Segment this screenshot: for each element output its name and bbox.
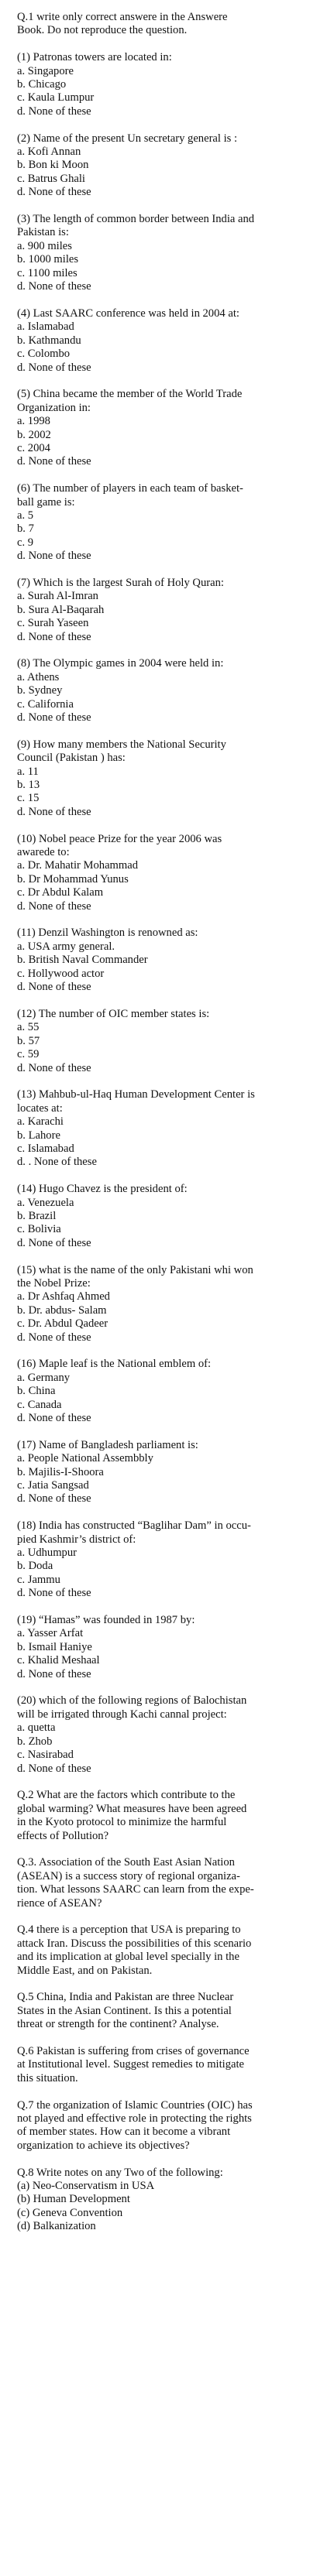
instructions bbox=[17, 11, 296, 38]
question-line: Q.3. Association of the South East Asian Nation bbox=[17, 1856, 235, 1869]
question-line: this situation. bbox=[17, 2071, 78, 2084]
mcq-question-text: Council (Pakistan ) has: bbox=[17, 752, 126, 765]
question-line: Q.4 there is a perception that USA is preparing to bbox=[17, 1923, 241, 1937]
mcq-option: a. USA army general. bbox=[17, 940, 115, 953]
mcq-question-text: awarede to: bbox=[17, 846, 70, 859]
question-line: Q.6 Pakistan is suffering from crises of governance bbox=[17, 2044, 250, 2057]
mcq-item bbox=[17, 482, 296, 563]
mcq-option: a. Dr. Mahatir Mohammad bbox=[17, 859, 139, 872]
mcq-option: c. Canada bbox=[17, 1398, 62, 1411]
question-line: not played and effective role in protecting the rights bbox=[17, 2112, 252, 2125]
mcq-item bbox=[17, 1008, 296, 1075]
mcq-option: d. None of these bbox=[17, 805, 91, 818]
mcq-item bbox=[17, 1519, 296, 1600]
mcq-option: b. Chicago bbox=[17, 78, 67, 91]
mcq-question-text: (14) Hugo Chavez is the president of: bbox=[17, 1183, 188, 1196]
mcq-option: d. None of these bbox=[17, 280, 91, 293]
mcq-question-text: (16) Maple leaf is the National emblem of: bbox=[17, 1358, 212, 1371]
mcq-question-text: (5) China became the member of the World Trade bbox=[17, 388, 243, 401]
mcq-question-text: (10) Nobel peace Prize for the year 2006 was bbox=[17, 832, 222, 845]
question-line: at Institutional level. Suggest remedies to mitigate bbox=[17, 2058, 245, 2071]
mcq-option: a. Venezuela bbox=[17, 1196, 74, 1209]
mcq-option: c. 59 bbox=[17, 1048, 40, 1061]
mcq-option: d. None of these bbox=[17, 186, 91, 199]
mcq-question-text: (8) The Olympic games in 2004 were held in: bbox=[17, 657, 224, 670]
mcq-option: b. 2002 bbox=[17, 428, 51, 441]
long-question bbox=[17, 1789, 296, 1843]
mcq-option: c. Islamabad bbox=[17, 1142, 74, 1155]
mcq-question-text: pied Kashmir’s district of: bbox=[17, 1533, 136, 1546]
long-question bbox=[17, 2099, 296, 2153]
question-line: organization to achieve its objectives? bbox=[17, 2139, 190, 2152]
mcq-option: d. None of these bbox=[17, 1061, 91, 1074]
mcq-item bbox=[17, 1264, 296, 1345]
q8-notes-section bbox=[17, 2167, 296, 2234]
mcq-option: b. Dr Mohammad Yunus bbox=[17, 872, 129, 886]
question-line: in the Kyoto protocol to minimize the harmful bbox=[17, 1816, 227, 1829]
mcq-option: c. 2004 bbox=[17, 441, 50, 454]
mcq-option: c. Bolivia bbox=[17, 1223, 61, 1236]
question-line: and its implication at global level specially in the bbox=[17, 1951, 239, 1964]
mcq-option: d. None of these bbox=[17, 899, 91, 913]
mcq-question-text: (2) Name of the present Un secretary general is : bbox=[17, 132, 238, 145]
mcq-question-text: Pakistan is: bbox=[17, 226, 69, 239]
mcq-option: c. Surah Yaseen bbox=[17, 617, 89, 630]
mcq-option: d. None of these bbox=[17, 1667, 91, 1680]
mcq-item bbox=[17, 738, 296, 819]
instruction-line: Book. Do not reproduce the question. bbox=[17, 24, 188, 37]
mcq-option: a. Islamabad bbox=[17, 320, 74, 334]
note-topic: (a) Neo-Conservatism in USA bbox=[17, 2179, 155, 2192]
mcq-question-text: (18) India has constructed “Baglihar Dam” in occu- bbox=[17, 1519, 251, 1533]
mcq-item bbox=[17, 1358, 296, 1425]
mcq-option: a. 1998 bbox=[17, 415, 50, 428]
mcq-question-text: will be irrigated through Kachi cannal project: bbox=[17, 1708, 227, 1721]
mcq-option: c. Hollywood actor bbox=[17, 967, 105, 980]
mcq-option: b. 13 bbox=[17, 779, 40, 792]
mcq-question-text: (12) The number of OIC member states is: bbox=[17, 1007, 210, 1020]
mcq-option: d. None of these bbox=[17, 455, 91, 468]
mcq-option: c. California bbox=[17, 697, 74, 711]
note-topic: (c) Geneva Convention bbox=[17, 2206, 123, 2219]
mcq-option: a. 55 bbox=[17, 1021, 40, 1034]
mcq-question-text: (15) what is the name of the only Pakistani whi won bbox=[17, 1263, 253, 1276]
mcq-option: a. Kofi Annan bbox=[17, 146, 81, 159]
question-line: effects of Pollution? bbox=[17, 1829, 109, 1842]
question-line: Q.2 What are the factors which contribute to the bbox=[17, 1789, 236, 1802]
mcq-item bbox=[17, 307, 296, 375]
mcq-option: b. 1000 miles bbox=[17, 253, 79, 266]
question-line: Middle East, and on Pakistan. bbox=[17, 1964, 153, 1977]
mcq-question-text: the Nobel Prize: bbox=[17, 1276, 91, 1290]
long-question bbox=[17, 1923, 296, 1978]
mcq-option: c. Dr Abdul Kalam bbox=[17, 886, 104, 899]
mcq-question-text: Organization in: bbox=[17, 401, 91, 414]
question-line: global warming? What measures have been agreed bbox=[17, 1802, 247, 1815]
mcq-option: d. None of these bbox=[17, 1412, 91, 1424]
mcq-question-text: (3) The length of common border between India and bbox=[17, 213, 255, 226]
mcq-item bbox=[17, 1614, 296, 1681]
mcq-option: a. quetta bbox=[17, 1721, 56, 1735]
mcq-question-text: (13) Mahbub-ul-Haq Human Development Center is bbox=[17, 1088, 255, 1101]
mcq-question-text: (7) Which is the largest Surah of Holy Quran: bbox=[17, 576, 224, 589]
mcq-option: d. None of these bbox=[17, 981, 91, 994]
mcq-option: a. Karachi bbox=[17, 1115, 64, 1129]
long-question bbox=[17, 1991, 296, 2031]
note-topic: (b) Human Development bbox=[17, 2193, 130, 2206]
mcq-option: d. None of these bbox=[17, 1762, 91, 1775]
mcq-option: b. Sura Al-Baqarah bbox=[17, 603, 105, 616]
mcq-option: a. Singapore bbox=[17, 64, 74, 77]
question-line: Q.5 China, India and Pakistan are three Nuclear bbox=[17, 1991, 234, 2004]
mcq-option: d. None of these bbox=[17, 1236, 91, 1249]
mcq-option: b. British Naval Commander bbox=[17, 954, 148, 967]
mcq-item bbox=[17, 1694, 296, 1775]
mcq-option: c. Jatia Sangsad bbox=[17, 1479, 89, 1492]
mcq-option: a. Athens bbox=[17, 670, 60, 683]
mcq-option: a. Germany bbox=[17, 1371, 71, 1384]
mcq-option: d. None of these bbox=[17, 550, 91, 563]
mcq-option: b. Kathmandu bbox=[17, 334, 81, 347]
mcq-question-text: (17) Name of Bangladesh parliament is: bbox=[17, 1438, 198, 1451]
q8-heading: Q.8 Write notes on any Two of the following: bbox=[17, 2166, 223, 2179]
question-line: States in the Asian Continent. Is this a potential bbox=[17, 2004, 232, 2017]
mcq-question-text: (20) which of the following regions of Balochistan bbox=[17, 1694, 247, 1708]
mcq-option: d. None of these bbox=[17, 361, 91, 374]
mcq-item bbox=[17, 132, 296, 200]
note-topic: (d) Balkanization bbox=[17, 2220, 96, 2233]
mcq-option: a. 5 bbox=[17, 509, 34, 522]
mcq-option: d. . None of these bbox=[17, 1156, 97, 1169]
mcq-item bbox=[17, 577, 296, 644]
mcq-option: c. 15 bbox=[17, 792, 40, 805]
mcq-option: d. None of these bbox=[17, 1331, 91, 1344]
mcq-item bbox=[17, 833, 296, 913]
mcq-option: a. Dr Ashfaq Ahmed bbox=[17, 1290, 110, 1303]
mcq-option: c. Nasirabad bbox=[17, 1749, 74, 1762]
mcq-question-text: ball game is: bbox=[17, 495, 75, 509]
mcq-item bbox=[17, 213, 296, 293]
mcq-question-text: (1) Patronas towers are located in: bbox=[17, 51, 172, 64]
mcq-option: b. China bbox=[17, 1385, 56, 1398]
mcq-option: b. Sydney bbox=[17, 684, 63, 697]
mcq-item bbox=[17, 1439, 296, 1506]
mcq-option: d. None of these bbox=[17, 711, 91, 724]
mcq-option: b. Dr. abdus- Salam bbox=[17, 1303, 107, 1317]
mcq-option: d. None of these bbox=[17, 1587, 91, 1600]
mcq-option: d. None of these bbox=[17, 1492, 91, 1506]
mcq-option: b. Brazil bbox=[17, 1209, 57, 1222]
mcq-option: a. Udhumpur bbox=[17, 1547, 78, 1560]
mcq-option: b. Zhob bbox=[17, 1735, 53, 1748]
mcq-question-text: (4) Last SAARC conference was held in 2004 at: bbox=[17, 307, 239, 320]
long-question bbox=[17, 2045, 296, 2085]
mcq-option: a. Surah Al-Imran bbox=[17, 590, 98, 603]
mcq-item bbox=[17, 388, 296, 468]
mcq-question-text: locates at: bbox=[17, 1101, 63, 1115]
mcq-option: a. 11 bbox=[17, 765, 39, 778]
question-line: tion. What lessons SAARC can learn from the expe- bbox=[17, 1883, 254, 1896]
mcq-option: d. None of these bbox=[17, 104, 91, 118]
mcq-option: b. Lahore bbox=[17, 1129, 60, 1142]
mcq-option: c. Colombo bbox=[17, 348, 71, 361]
mcq-option: c. Kaula Lumpur bbox=[17, 91, 95, 104]
long-question bbox=[17, 1856, 296, 1910]
mcq-question-text: (6) The number of players in each team of basket- bbox=[17, 482, 243, 495]
question-line: Q.7 the organization of Islamic Countries (OIC) has bbox=[17, 2098, 253, 2112]
question-line: (ASEAN) is a success story of regional organiza- bbox=[17, 1869, 240, 1882]
mcq-option: b. Ismail Haniye bbox=[17, 1640, 92, 1653]
mcq-option: b. 7 bbox=[17, 522, 34, 536]
mcq-option: b. Majilis-I-Shoora bbox=[17, 1465, 104, 1478]
mcq-option: c. Dr. Abdul Qadeer bbox=[17, 1317, 108, 1331]
mcq-option: a. 900 miles bbox=[17, 239, 72, 252]
mcq-option: b. Doda bbox=[17, 1560, 53, 1573]
mcq-option: b. Bon ki Moon bbox=[17, 159, 89, 172]
mcq-option: d. None of these bbox=[17, 630, 91, 643]
long-questions-section bbox=[17, 1789, 296, 2166]
question-line: rience of ASEAN? bbox=[17, 1896, 102, 1910]
mcq-question-text: (11) Denzil Washington is renowned as: bbox=[17, 927, 198, 940]
mcq-option: a. Yasser Arfat bbox=[17, 1627, 84, 1640]
mcq-question-text: (9) How many members the National Security bbox=[17, 738, 226, 751]
mcq-item bbox=[17, 927, 296, 994]
mcq-option: c. Batrus Ghali bbox=[17, 172, 85, 185]
mcq-option: a. People National Assembbly bbox=[17, 1452, 153, 1465]
question-line: threat or strength for the continent? Analyse. bbox=[17, 2018, 219, 2031]
mcq-option: c. 1100 miles bbox=[17, 266, 78, 279]
mcq-option: c. 9 bbox=[17, 536, 34, 549]
question-line: attack Iran. Discuss the possibilities of this scenario bbox=[17, 1937, 252, 1950]
mcq-question-text: (19) “Hamas” was founded in 1987 by: bbox=[17, 1614, 195, 1627]
mcq-item bbox=[17, 1088, 296, 1169]
mcq-option: c. Khalid Meshaal bbox=[17, 1654, 100, 1667]
mcq-item bbox=[17, 657, 296, 724]
question-line: of member states. How can it become a vibrant bbox=[17, 2126, 231, 2139]
mcq-item bbox=[17, 1183, 296, 1250]
mcq-section bbox=[17, 51, 296, 1789]
mcq-option: c. Jammu bbox=[17, 1573, 60, 1586]
instruction-line: Q.1 write only correct answere in the Answere bbox=[17, 11, 228, 23]
mcq-item bbox=[17, 51, 296, 118]
mcq-option: b. 57 bbox=[17, 1034, 40, 1047]
